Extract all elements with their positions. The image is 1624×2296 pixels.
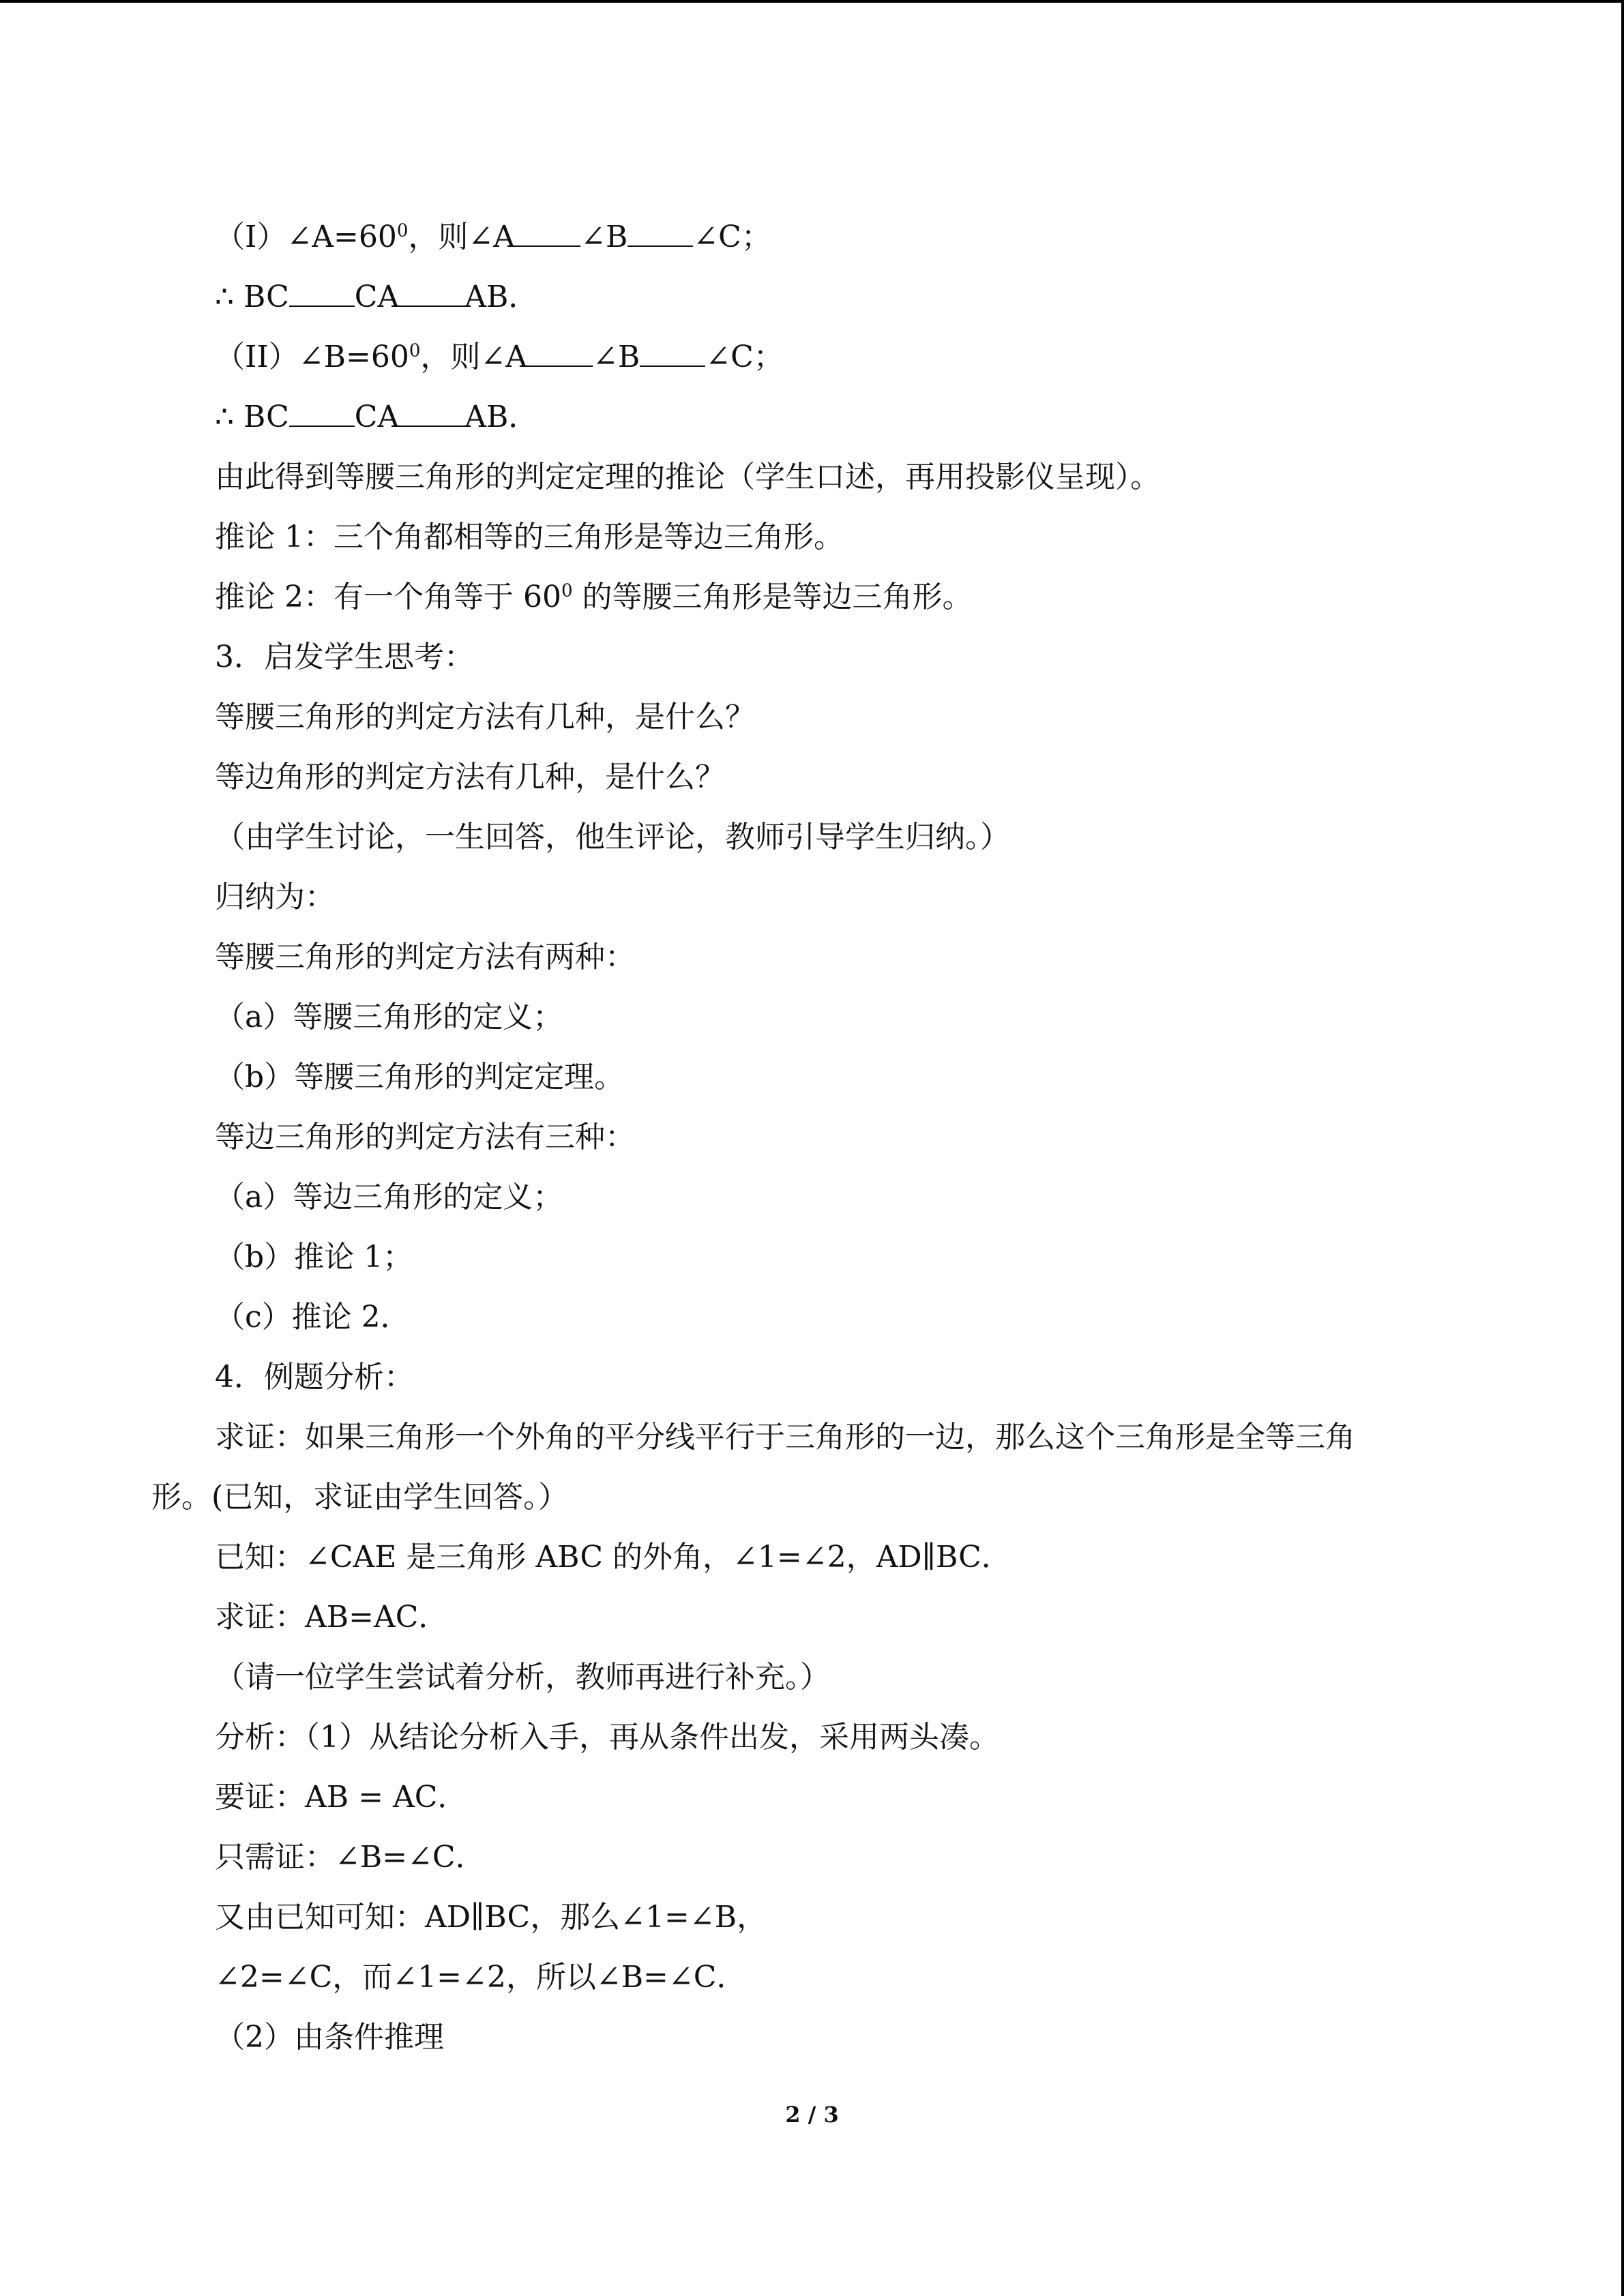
text-line: 由此得到等腰三角形的判定定理的推论（学生口述，再用投影仪呈现）。 xyxy=(215,460,1160,494)
answer-blank xyxy=(640,342,705,367)
answer-blank xyxy=(289,282,355,307)
page-right-border xyxy=(1621,0,1624,2296)
text-line: 等腰三角形的判定方法有两种： xyxy=(215,940,635,974)
answer-blank xyxy=(527,342,593,367)
text-line: 等边角形的判定方法有几种，是什么？ xyxy=(215,760,725,794)
section-heading: 4．例题分析： xyxy=(215,1360,414,1395)
text-line: 推论 1：三个角都相等的三角形是等边三角形。 xyxy=(215,520,844,554)
answer-blank xyxy=(399,402,464,427)
text-line: 等边三角形的判定方法有三种： xyxy=(215,1120,635,1154)
page-top-border xyxy=(0,0,1624,3)
text-line: 归纳为： xyxy=(215,880,335,914)
text-line: 分析：（1）从结论分析入手，再从条件出发，采用两头凑。 xyxy=(215,1720,999,1755)
list-item: （a）等腰三角形的定义； xyxy=(215,1000,563,1034)
answer-blank xyxy=(628,222,693,247)
text-line: ∠2=∠C，而∠1=∠2，所以∠B=∠C． xyxy=(215,1960,747,1995)
text-line: 只需证：∠B=∠C． xyxy=(215,1840,486,1875)
text-line: 推论 2：有一个角等于 $60^0$ 的等腰三角形是等边三角形。 xyxy=(215,580,973,614)
text-line: ∴ BC CA AB． xyxy=(215,400,539,434)
answer-blank xyxy=(515,222,580,247)
answer-blank xyxy=(399,282,464,307)
text-line: （2）由条件推理 xyxy=(215,2020,444,2055)
text-line: $(II)\angle B=60^0$，则∠A ∠B ∠C； xyxy=(215,340,784,374)
text-line: $(I)\angle A=60^0$，则∠A ∠B ∠C； xyxy=(215,220,771,254)
text-line: （由学生讨论，一生回答，他生评论，教师引导学生归纳。） xyxy=(215,820,1010,854)
section-heading: 3．启发学生思考： xyxy=(215,640,474,674)
list-item: （a）等边三角形的定义； xyxy=(215,1180,563,1214)
text-line: 形。(已知，求证由学生回答。） xyxy=(151,1480,569,1515)
list-item: （b）推论 1； xyxy=(215,1240,413,1274)
text-line: 已知：∠CAE 是三角形 ABC 的外角，∠1=∠2，AD∥BC． xyxy=(215,1540,1012,1575)
text-line: 等腰三角形的判定方法有几种，是什么？ xyxy=(215,700,755,734)
text-line: 又由已知可知：AD∥BC，那么∠1=∠B， xyxy=(215,1900,767,1935)
text-line: 要证：AB = AC． xyxy=(215,1780,468,1815)
list-item: （b）等腰三角形的判定定理。 xyxy=(215,1060,625,1094)
list-item: （c）推论 2． xyxy=(215,1300,411,1335)
page-number: 2 / 3 xyxy=(785,2102,839,2128)
text-line: ∴ BC CA AB． xyxy=(215,280,539,314)
answer-blank xyxy=(289,402,355,427)
text-line: 求证：如果三角形一个外角的平分线平行于三角形的一边，那么这个三角形是全等三角 xyxy=(215,1420,1355,1455)
text-line: （请一位学生尝试着分析，教师再进行补充。） xyxy=(215,1660,830,1695)
text-line: 求证：AB=AC． xyxy=(215,1600,449,1635)
